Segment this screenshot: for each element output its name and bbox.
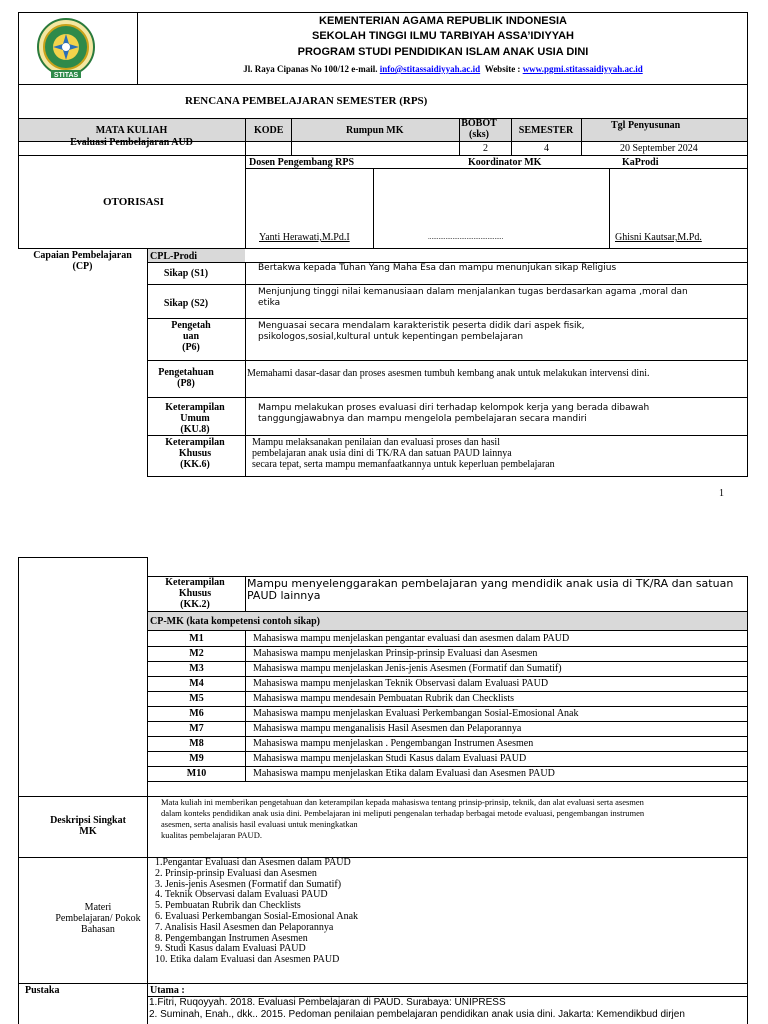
page-number: 1 [719, 488, 724, 499]
utama-label: Utama : [150, 985, 185, 996]
materi-label-line1: Materi [84, 902, 112, 913]
bobot-label-1: BOBOT [461, 118, 497, 129]
cpmk-text: Mahasiswa mampu menjelaskan Teknik Observasi dalam Evaluasi PAUD [253, 678, 549, 689]
cpl-prodi-label: CPL-Prodi [150, 251, 198, 262]
cp-row-label-kk6-line3: (KK.6) [180, 459, 210, 470]
tgl-label: Tgl Penyusunan [611, 120, 681, 131]
cp-row-text-p6-line1: Menguasai secara mendalam karakteristik peserta didik dari aspek fisik, [258, 321, 585, 331]
cpmk-text: Mahasiswa mampu menjelaskan . Pengembangan Instrumen Asesmen [253, 738, 534, 749]
deskripsi-line: asesmen, serta analisis hasil evaluasi untuk meningkatkan [161, 819, 358, 829]
cp-row-text-s2 [258, 287, 688, 309]
cp-row-text-ku8-line1: Mampu melakukan proses evaluasi diri terhadap kelompok kerja yang berada dibawah [258, 403, 650, 413]
koordinator-name: ........................................... [428, 233, 504, 241]
cpmk-row-divider [147, 781, 748, 782]
cp-row-label-ku8-line3: (KU.8) [180, 424, 210, 435]
pustaka-item: 1.Fitri, Ruqoyyah. 2018. Evaluasi Pembelajaran di PAUD. Surabaya: UNIPRESS [149, 997, 506, 1008]
header-line1: KEMENTERIAN AGAMA REPUBLIK INDONESIA [319, 15, 567, 27]
cpmk-row-divider [147, 691, 748, 692]
cp-row-label-p6-line3: (P6) [182, 342, 200, 353]
kk2-text-line1: Mampu menyelenggarakan pembelajaran yang mendidik anak usia di TK/RA dan satuan [247, 577, 734, 590]
cp-row-label-p8-line2: (P8) [177, 378, 195, 389]
cp-row-label-ku8-line2: Umum [180, 413, 210, 424]
cp-row-label-ku8-line1: Keterampilan [165, 402, 225, 413]
cpmk-text: Mahasiswa mampu menjelaskan Etika dalam Evaluasi dan Asesmen PAUD [253, 768, 555, 779]
cpmk-text: Mahasiswa mampu menjelaskan Prinsip-prinsip Evaluasi dan Asesmen [253, 648, 538, 659]
cp-row-text-p8: Memahami dasar-dasar dan proses asesmen tumbuh kembang anak untuk melakukan intervensi dini. [247, 368, 650, 379]
deskripsi-text [161, 797, 644, 841]
pustaka-label: Pustaka [25, 985, 60, 996]
cpmk-row-divider [147, 646, 748, 647]
cpmk-code: M8 [189, 738, 204, 749]
cpmk-text: Mahasiswa mampu menjelaskan Jenis-jenis Asesmen (Formatif dan Sumatif) [253, 663, 562, 674]
header-contact [138, 64, 748, 74]
cp-row-text-s1: Bertakwa kepada Tuhan Yang Maha Esa dan mampu menunjukan sikap Religius [258, 263, 617, 273]
cpmk-code: M3 [189, 663, 204, 674]
rumpun-label: Rumpun MK [346, 125, 404, 136]
website-label: Website : [484, 64, 521, 74]
cpmk-text: Mahasiswa mampu menjelaskan Studi Kasus dalam Evaluasi PAUD [253, 753, 527, 764]
email-link[interactable]: info@stitassaidiyyah.ac.id [379, 64, 481, 74]
cp-row-label-p6-line1: Pengetah [171, 320, 211, 331]
cpmk-text: Mahasiswa mampu menganalisis Hasil Asesmen dan Pelaporannya [253, 723, 522, 734]
cpmk-code: M4 [189, 678, 204, 689]
cpmk-row-divider [147, 751, 748, 752]
kk2-label-line1: Keterampilan [165, 577, 225, 588]
cpmk-row-divider [147, 766, 748, 767]
cpmk-row-divider [147, 721, 748, 722]
mata-kuliah-label: MATA KULIAH [95, 125, 168, 136]
header-line3: PROGRAM STUDI PENDIDIKAN ISLAM ANAK USIA DINI [297, 46, 589, 58]
kaprodi-name: Ghisni Kautsar,M.Pd. [615, 232, 702, 243]
cpmk-code: M7 [189, 723, 204, 734]
kk2-label [150, 577, 240, 610]
cp-row-text-kk6 [252, 437, 555, 470]
tgl-value: 20 September 2024 [620, 143, 698, 154]
materi-list [155, 858, 358, 966]
materi-label [18, 902, 178, 935]
cpmk-row-divider [147, 706, 748, 707]
cp-label [18, 250, 147, 272]
mata-kuliah-value: Evaluasi Pembelajaran AUD [70, 137, 193, 148]
cpmk-row-divider [147, 676, 748, 677]
cpmk-text: Mahasiswa mampu menjelaskan pengantar evaluasi dan asesmen dalam PAUD [253, 633, 570, 644]
kode-label: KODE [254, 125, 284, 136]
cpmk-text: Mahasiswa mampu mendesain Pembuatan Rubrik dan Checklists [253, 693, 515, 704]
materi-item: 9. Studi Kasus dalam Evaluasi PAUD [155, 943, 306, 955]
deskripsi-label-line2: MK [79, 826, 97, 837]
cp-label-1: Capaian Pembelajaran [33, 250, 132, 261]
materi-label-line3: Bahasan [81, 924, 115, 935]
dosen-label: Dosen Pengembang RPS [249, 157, 355, 168]
cp-row-label-kk6-line2: Khusus [178, 448, 212, 459]
semester-label: SEMESTER [518, 125, 574, 136]
materi-item: 6. Evaluasi Perkembangan Sosial-Emosional Anak [155, 910, 359, 922]
cp-row-text-ku8-line2: tanggungjawabnya dan mampu mengelola pembelajaran secara mandiri [258, 414, 587, 424]
pustaka-list [149, 997, 685, 1021]
cp-row-text-s2-line2: etika [258, 298, 281, 308]
deskripsi-line: Mata kuliah ini memberikan pengetahuan dan keterampilan kepada mahasiswa tentang prinsip-prinsip, teknik, dan alat evaluasi serta asesmen [161, 797, 644, 807]
deskripsi-label-line1: Deskripsi Singkat [50, 815, 126, 826]
deskripsi-label [18, 815, 158, 837]
kk2-label-line2: Khusus [178, 588, 212, 599]
deskripsi-line: dalam konteks pendidikan anak usia dini. Pembelajaran ini meliputi pengenalan terhadap berbagai metode evaluasi, pengembangan instrumen [161, 808, 645, 818]
materi-item: 10. Etika dalam Evaluasi dan Asesmen PAUD [155, 954, 340, 966]
materi-item: 4. Teknik Observasi dalam Evaluasi PAUD [155, 889, 328, 901]
cpmk-row-divider [147, 661, 748, 662]
materi-item: 2. Prinsip-prinsip Evaluasi dan Asesmen [155, 867, 317, 879]
cp-row-text-ku8 [258, 403, 649, 425]
website-link[interactable]: www.pgmi.stitassaidiyyah.ac.id [522, 64, 643, 74]
cp-row-label-p8-line1: Pengetahuan [158, 367, 214, 378]
materi-item: 1.Pengantar Evaluasi dan Asesmen dalam PAUD [155, 857, 351, 868]
cpmk-code: M1 [189, 633, 204, 644]
bobot-value: 2 [483, 143, 488, 154]
cp-row-text-p6 [258, 321, 585, 343]
cpmk-code: M2 [189, 648, 204, 659]
cp-row-text-kk6-line1: Mampu melaksanakan penilaian dan evaluasi proses dan hasil [252, 437, 500, 448]
kk2-label-line3: (KK.2) [180, 599, 210, 610]
cpmk-code: M9 [189, 753, 204, 764]
cpmk-code: M10 [186, 768, 207, 779]
otorisasi-label: OTORISASI [103, 196, 164, 208]
cp-row-label-p6 [166, 320, 216, 353]
pustaka-item: 2. Suminah, Enah., dkk.. 2015. Pedoman penilaian pembelajaran pendidikan anak usia dini. Jakarta: Kemendikbud dirjen [149, 1009, 685, 1020]
cpmk-code: M5 [189, 693, 204, 704]
kaprodi-label: KaProdi [622, 157, 659, 168]
materi-item: 7. Analisis Hasil Asesmen dan Pelaporannya [155, 921, 334, 933]
header-line2: SEKOLAH TINGGI ILMU TARBIYAH ASSA’IDIYYAH [312, 30, 574, 42]
cp-row-label-s1: Sikap (S1) [163, 268, 209, 279]
cpmk-text: Mahasiswa mampu menjelaskan Evaluasi Perkembangan Sosial-Emosional Anak [253, 708, 579, 719]
cp-row-label-kk6 [150, 437, 240, 470]
rps-title: RENCANA PEMBELAJARAN SEMESTER (RPS) [185, 95, 428, 107]
header-address: Jl. Raya Cipanas No 100/12 e-mail. [243, 64, 378, 74]
logo-text: STITAS [53, 72, 79, 79]
cp-row-label-kk6-line1: Keterampilan [165, 437, 225, 448]
koordinator-label: Koordinator MK [468, 157, 542, 168]
semester-value: 4 [544, 143, 549, 154]
kk2-text-line2: PAUD lainnya [247, 589, 321, 602]
cp-row-label-ku8 [150, 402, 240, 435]
cp-row-label-p8 [148, 367, 224, 389]
cpmk-code: M6 [189, 708, 204, 719]
cp-row-label-p6-line2: uan [182, 331, 200, 342]
kk2-text [247, 578, 733, 602]
stitas-logo [33, 16, 99, 82]
cpmk-row-divider [147, 736, 748, 737]
materi-item: 8. Pengembangan Instrumen Asesmen [155, 932, 308, 944]
bobot-label [459, 118, 499, 140]
cp-row-label-s2: Sikap (S2) [163, 298, 209, 309]
materi-item: 3. Jenis-jenis Asesmen (Formatif dan Sumatif) [155, 878, 342, 890]
cp-row-text-s2-line1: Menjunjung tinggi nilai kemanusiaan dalam menjalankan tugas berdasarkan agama ,moral dan [258, 287, 688, 297]
cp-label-2: (CP) [72, 261, 93, 272]
cpmk-header: CP-MK (kata kompetensi contoh sikap) [150, 616, 321, 627]
materi-label-line2: Pembelajaran/ Pokok [55, 913, 141, 924]
bobot-label-2: (sks) [468, 129, 489, 140]
cp-row-text-kk6-line2: pembelajaran anak usia dini di TK/RA dan satuan PAUD lainnya [252, 448, 512, 459]
deskripsi-line: kualitas pembelajaran PAUD. [161, 830, 262, 840]
materi-item: 5. Pembuatan Rubrik dan Checklists [155, 900, 301, 912]
cp-row-text-kk6-line3: secara tepat, serta mampu memanfaatkannya untuk keperluan pembelajaran [252, 459, 555, 470]
cp-row-text-p6-line2: psikologos,sosial,kultural untuk kepentingan pembelajaran [258, 332, 524, 342]
dosen-name: Yanti Herawati,M.Pd.I [259, 232, 350, 243]
